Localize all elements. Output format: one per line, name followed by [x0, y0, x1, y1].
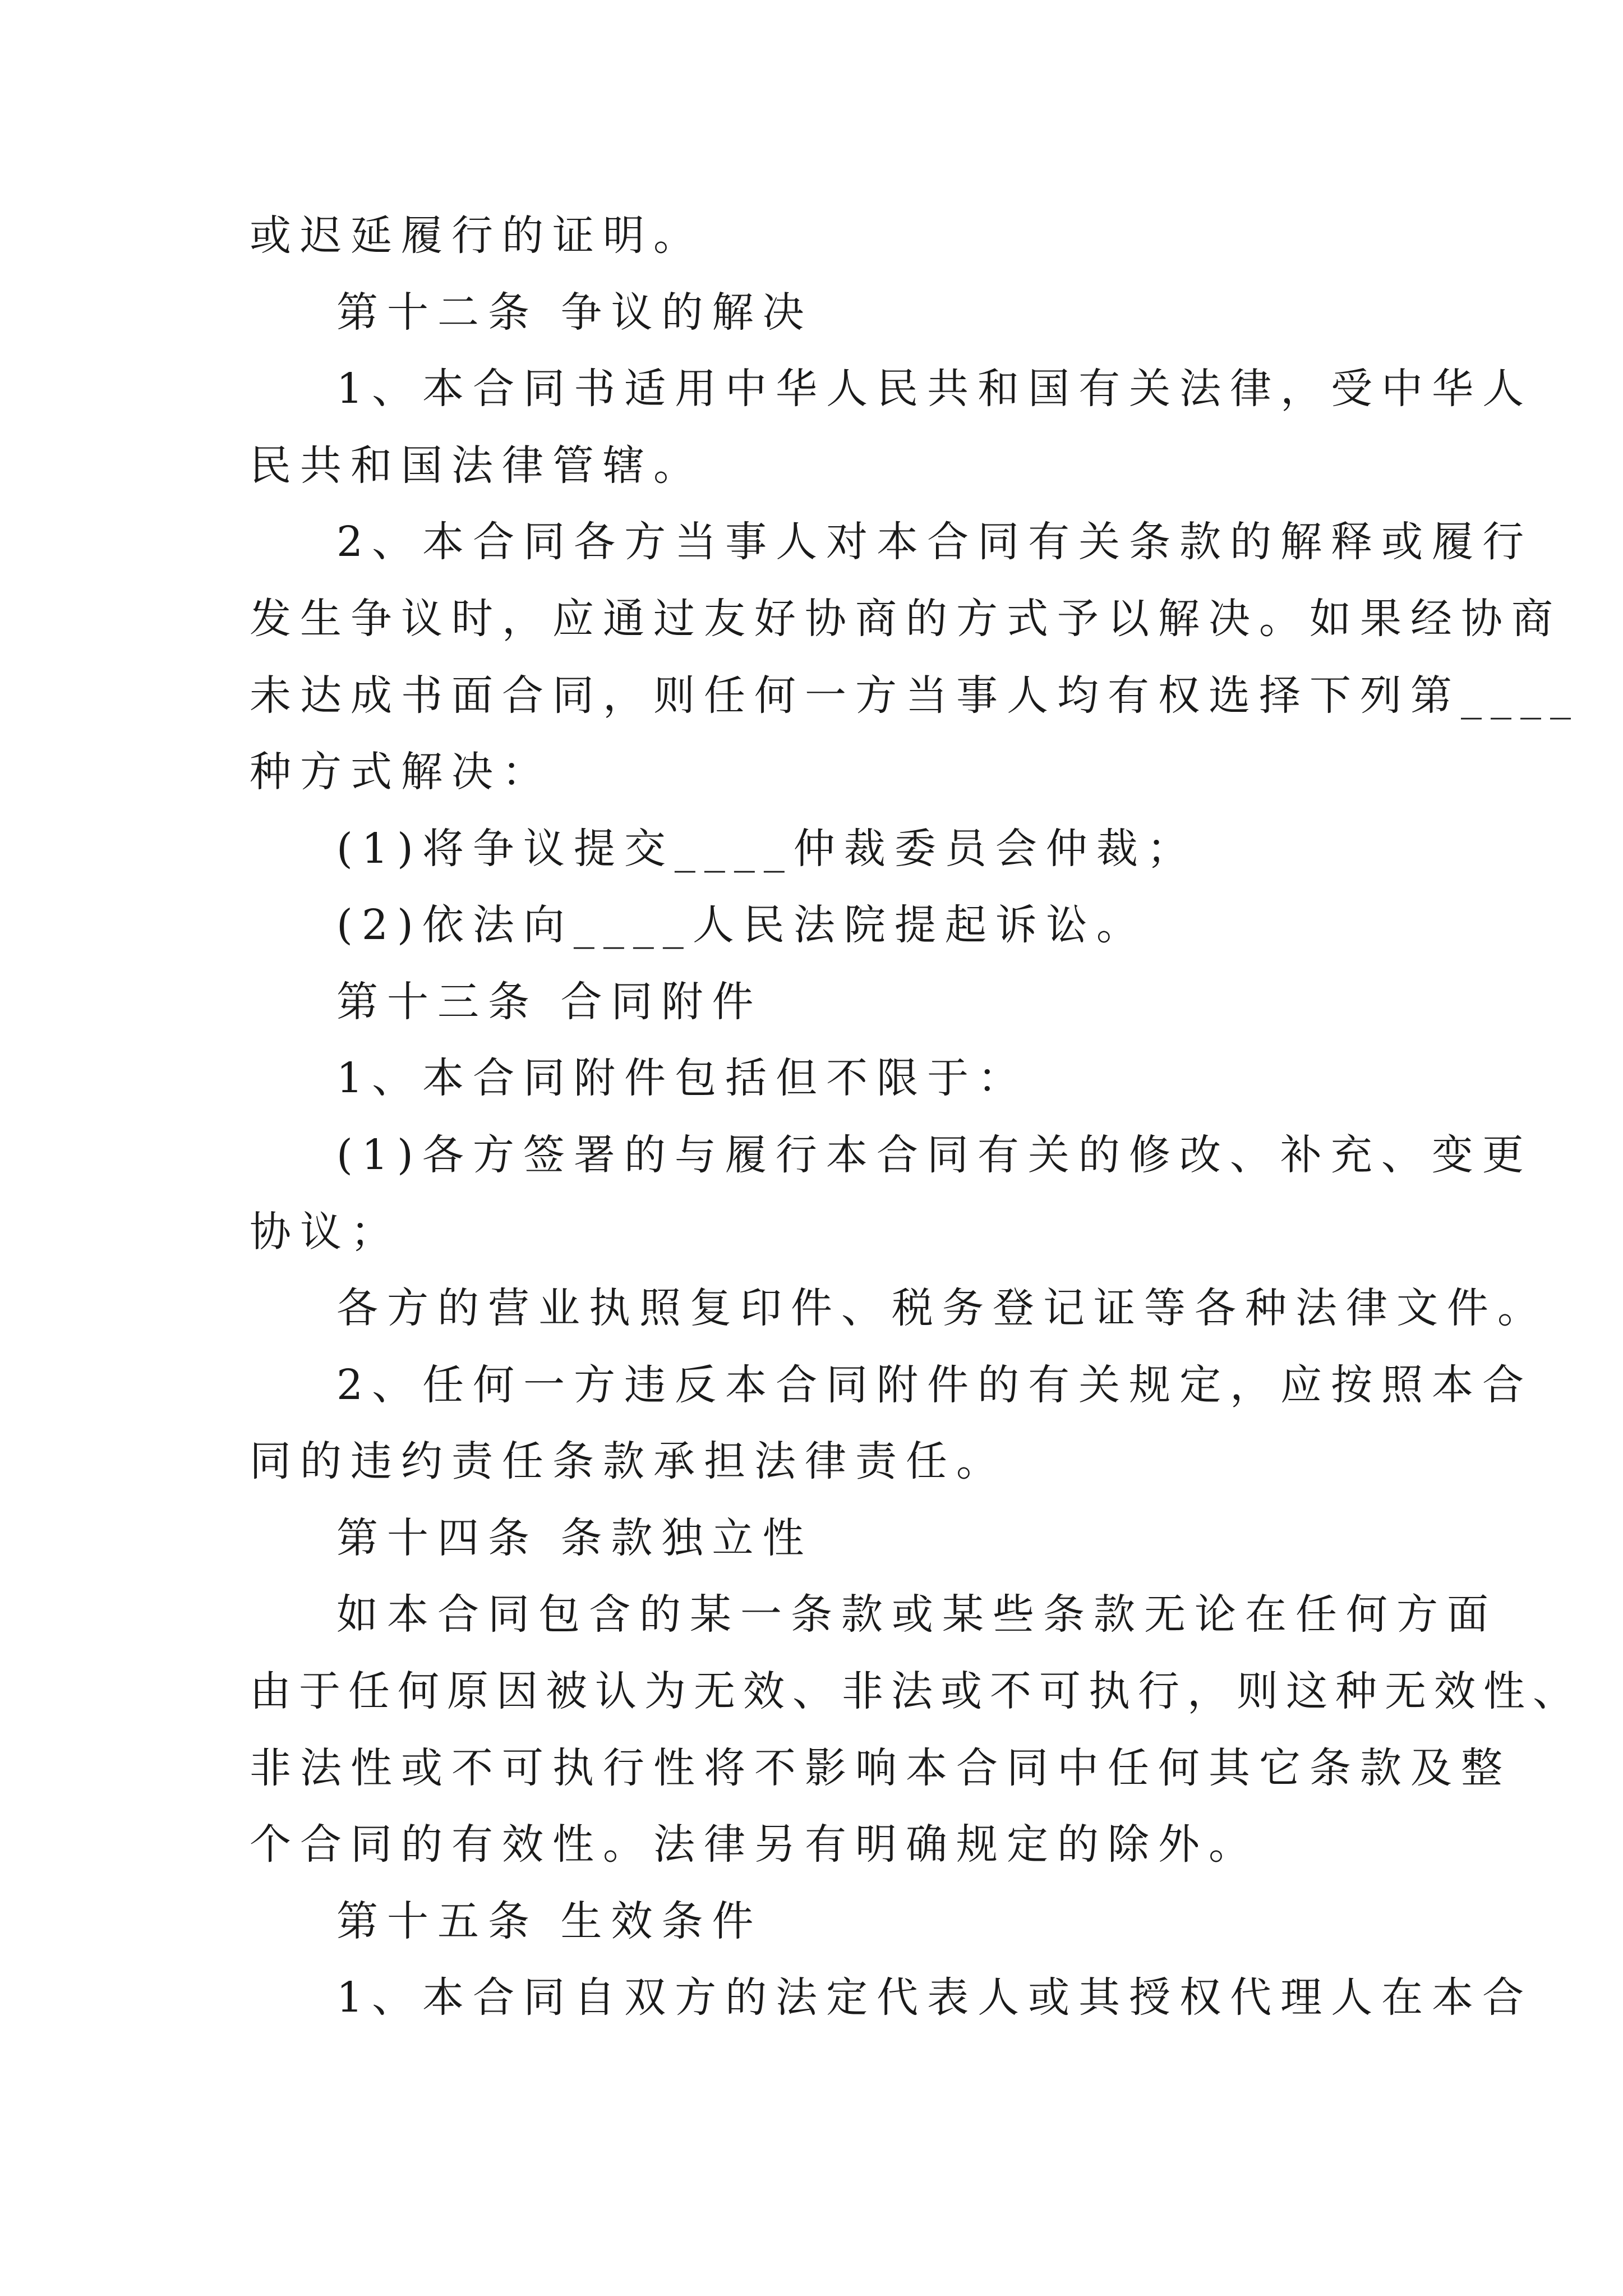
section-heading: 第十五条 生效条件	[336, 1897, 763, 1945]
text-line: 种方式解决：	[250, 748, 552, 796]
text-line: 各方的营业执照复印件、税务登记证等各种法律文件。	[336, 1284, 1548, 1332]
section-heading: 第十四条 条款独立性	[336, 1514, 813, 1562]
text-line: 如本合同包含的某一条款或某些条款无论在任何方面	[336, 1590, 1497, 1639]
text-line: 发生争议时，应通过友好协商的方式予以解决。如果经协商	[250, 595, 1562, 643]
text-line: 未达成书面合同，则任何一方当事人均有权选择下列第____	[250, 671, 1580, 720]
text-line: 非法性或不可执行性将不影响本合同中任何其它条款及整	[250, 1744, 1511, 1792]
text-line: 1、本合同自双方的法定代表人或其授权代理人在本合	[336, 1973, 1533, 2022]
text-line: 协议；	[250, 1208, 401, 1256]
text-line: (2)依法向____人民法院提起诉讼。	[336, 901, 1147, 949]
section-heading: 第十二条 争议的解决	[336, 288, 813, 337]
text-line: 民共和国法律管辖。	[250, 441, 704, 490]
section-heading: 第十三条 合同附件	[336, 978, 763, 1026]
text-line: (1)将争议提交____仲裁委员会仲裁；	[336, 825, 1197, 873]
text-line: 1、本合同书适用中华人民共和国有关法律，受中华人	[336, 365, 1533, 413]
text-line: 同的违约责任条款承担法律责任。	[250, 1437, 1007, 1485]
text-line: 或迟延履行的证明。	[250, 211, 704, 260]
text-line: (1)各方签署的与履行本合同有关的修改、补充、变更	[336, 1131, 1533, 1179]
text-line: 2、本合同各方当事人对本合同有关条款的解释或履行	[336, 518, 1533, 566]
text-line: 个合同的有效性。法律另有明确规定的除外。	[250, 1820, 1259, 1869]
text-line: 1、本合同附件包括但不限于：	[336, 1054, 1029, 1102]
text-line: 2、任何一方违反本合同附件的有关规定，应按照本合	[336, 1361, 1533, 1409]
text-line: 由于任何原因被认为无效、非法或不可执行，则这种无效性、	[250, 1667, 1582, 1715]
